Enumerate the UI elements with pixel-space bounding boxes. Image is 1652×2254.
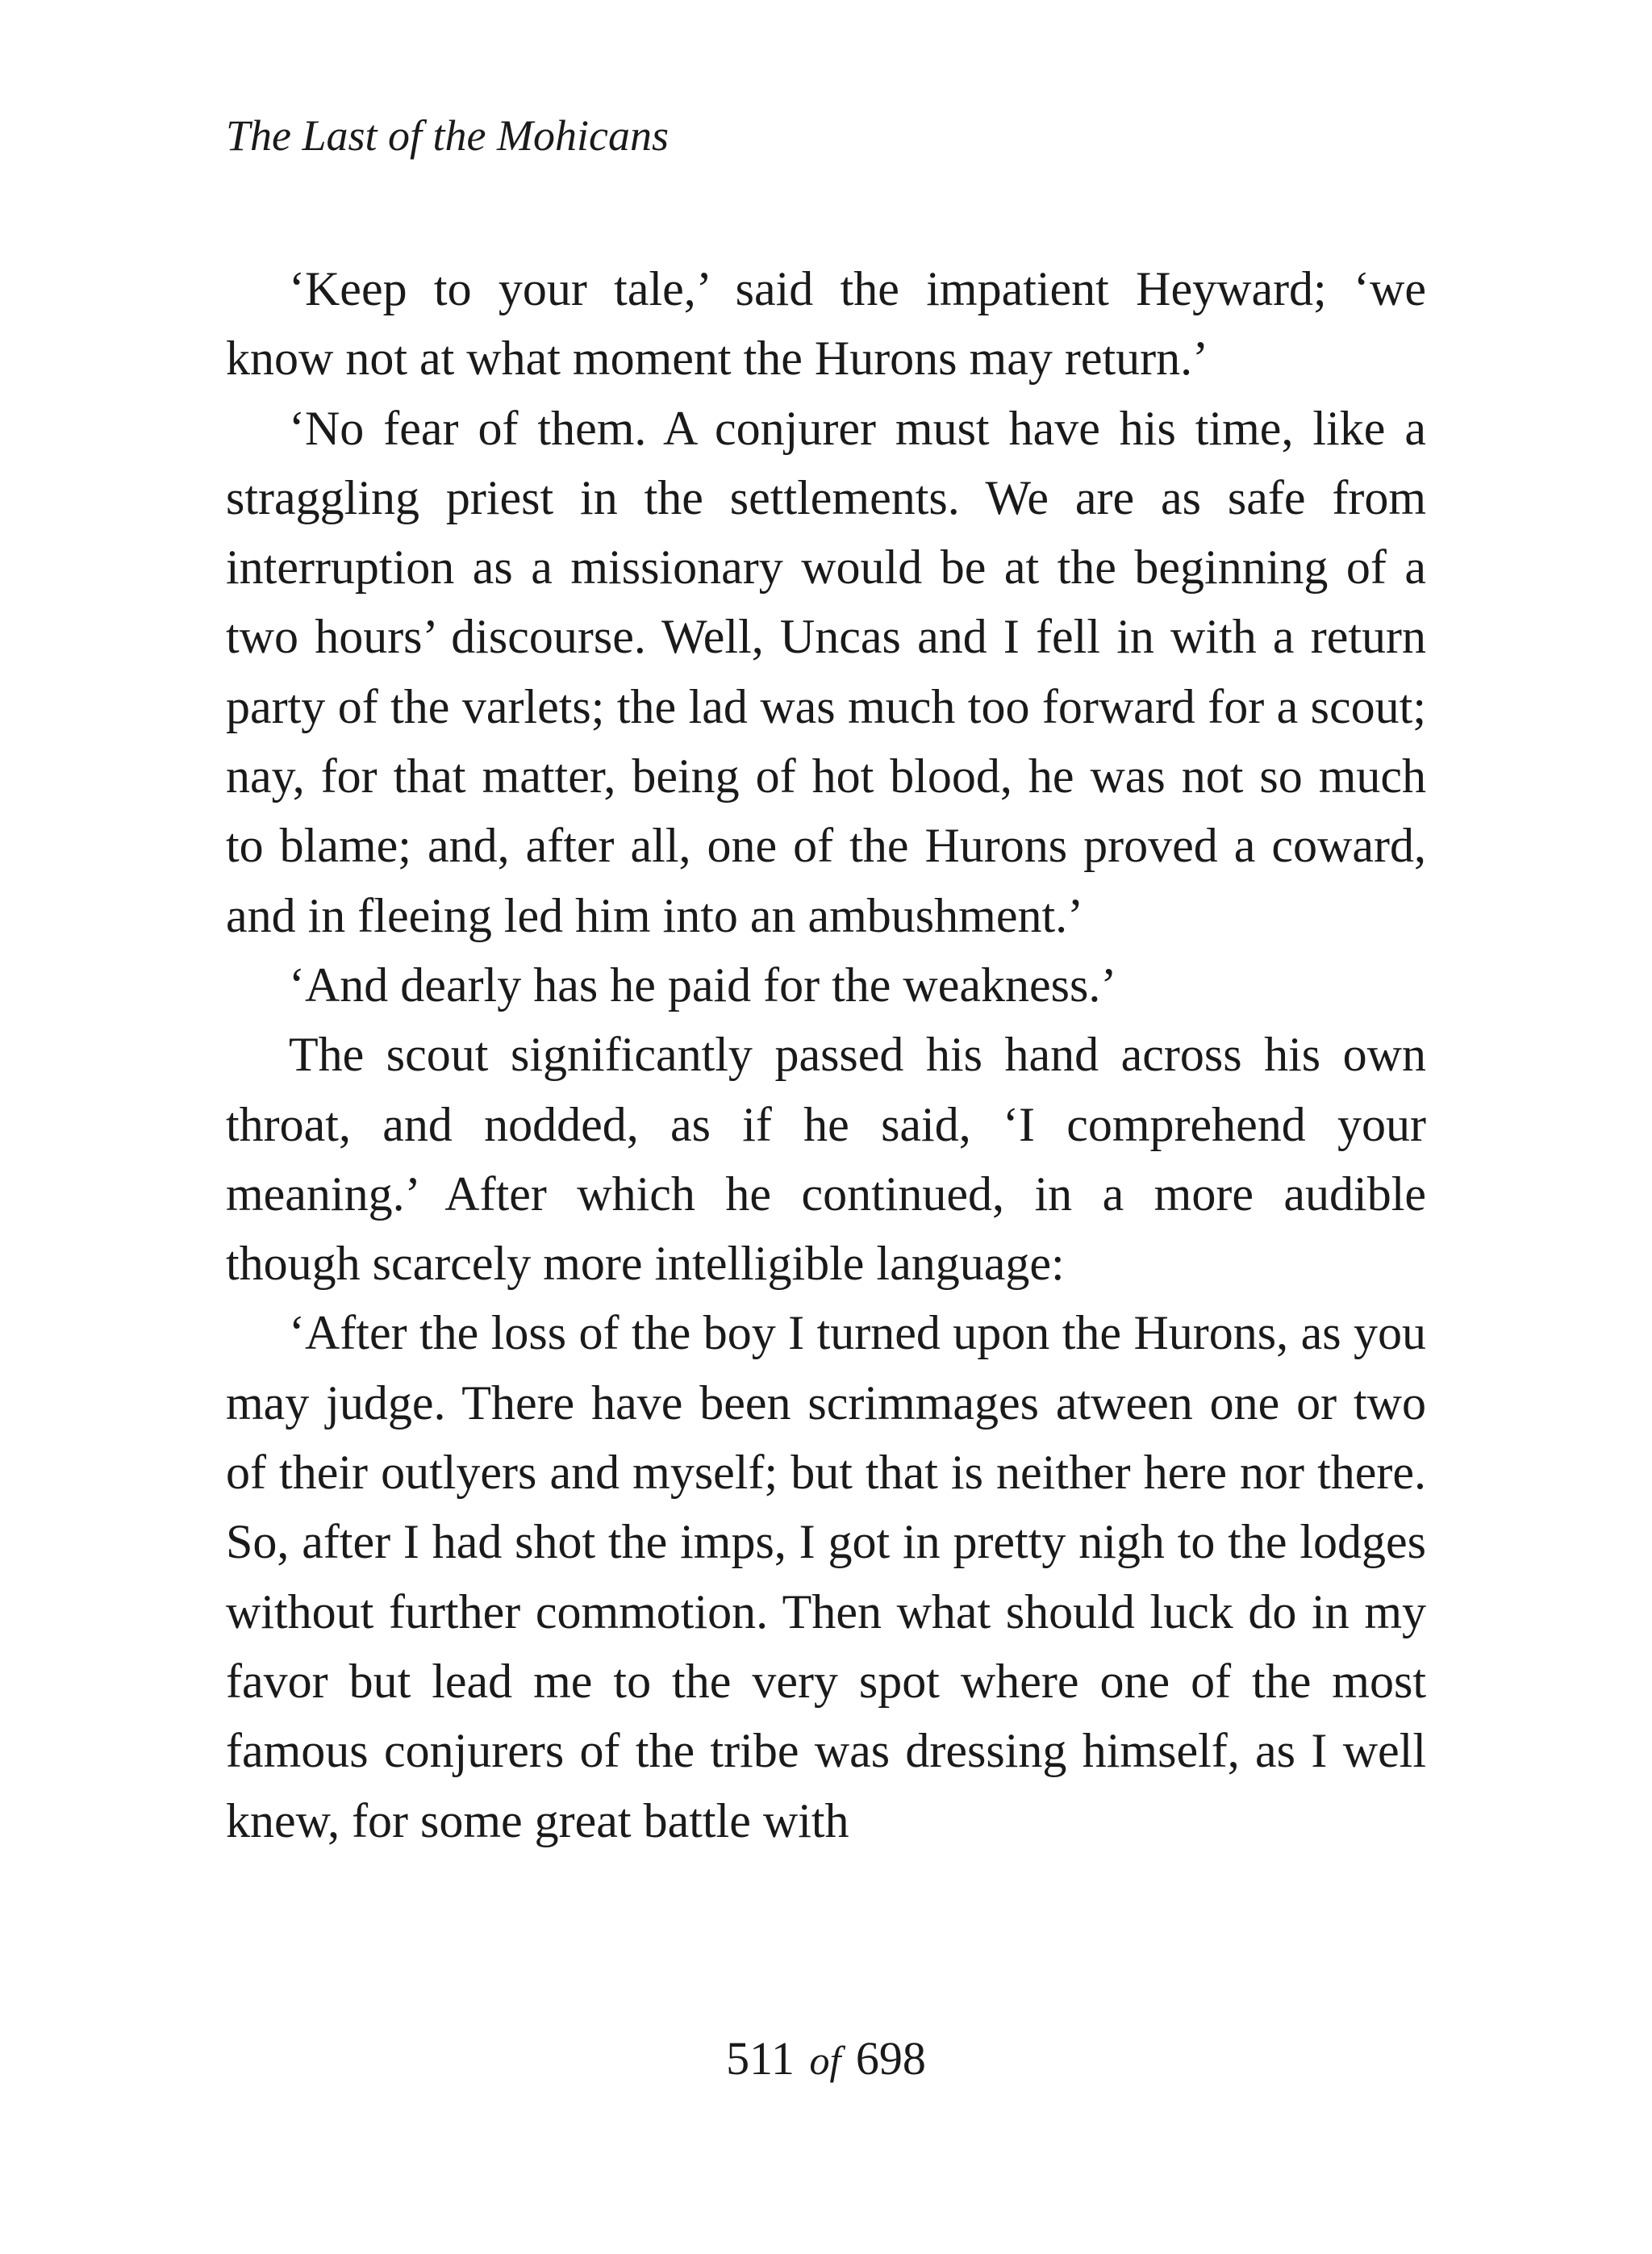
paragraph-2: ‘No fear of them. A conjurer must have his time, like a straggling priest in the settlements. We are as safe from interruption as a missionary would be at the beginning of a two hours’ discourse. Well, Uncas and I fell in with a return party of the varlets; the lad was much too forward for a scout; nay, for that matter, being of hot blood, he was not so much to blame; and, after all, one of the Hurons proved a coward, and in fleeing led him into an ambushment.’ <box>226 401 1426 942</box>
page-body <box>226 254 1426 1855</box>
page-number <box>0 2027 1652 2093</box>
paragraph-5: ‘After the loss of the boy I turned upon the Hurons, as you may judge. There have been scrimmages atween one or two of their outlyers and myself; but that is neither here nor there. So, after I had shot the imps, I got in pretty nigh to the lodges without further commotion. Then what should luck do in my favor but lead me to the very spot where one of the most famous conjurers of the tribe was dressing himself, as I well knew, for some great battle with <box>226 1306 1426 1847</box>
current-page-number: 511 <box>726 2032 795 2085</box>
paragraph-1: ‘Keep to your tale,’ said the impatient Heyward; ‘we know not at what moment the Hurons may return.’ <box>226 262 1426 386</box>
page-separator: of <box>809 2038 841 2083</box>
paragraph-3: ‘And dearly has he paid for the weakness.’ <box>289 958 1117 1012</box>
paragraph-4: The scout significantly passed his hand across his own throat, and nodded, as if he said, ‘I comprehend your meaning.’ After which he continued, in a more audible though scarcely more intelligible language: <box>226 1028 1426 1291</box>
total-page-count: 698 <box>855 2032 926 2085</box>
running-title: The Last of the Mohicans <box>226 111 669 160</box>
